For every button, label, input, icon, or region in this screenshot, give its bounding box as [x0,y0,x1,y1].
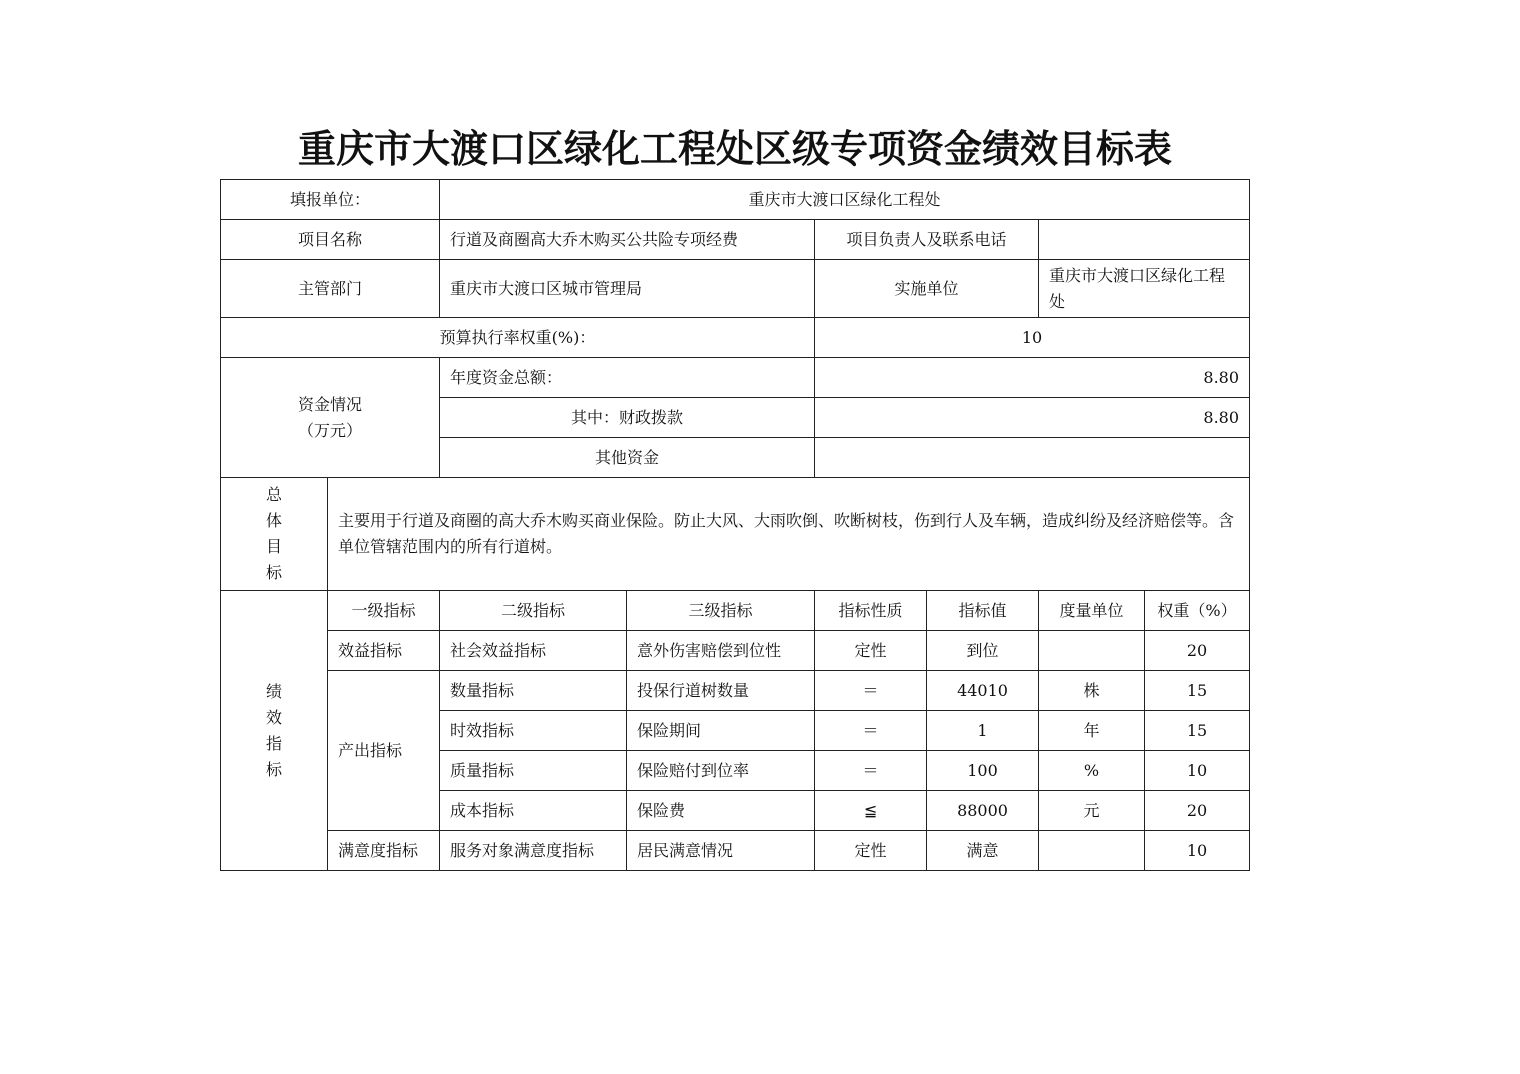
project-name-value: 行道及商圈高大乔木购买公共险专项经费 [440,220,815,260]
goal-label [221,478,328,591]
level1-satisfaction: 满意度指标 [328,831,440,871]
goal-label-char: 标 [265,563,282,582]
indicator-label [221,591,328,871]
page-title: 重庆市大渡口区绿化工程处区级专项资金绩效目标表 [297,127,1172,171]
unit-cell: 元 [1039,791,1145,831]
level3-cell: 意外伤害赔偿到位性 [627,631,815,671]
goal-text: 主要用于行道及商圈的高大乔木购买商业保险。防止大风、大雨吹倒、吹断树枝，伤到行人及车辆，造成纠纷及经济赔偿等。含单位管辖范围内的所有行道树。 [328,478,1250,591]
level2-cell: 服务对象满意度指标 [440,831,627,871]
level2-cell: 质量指标 [440,751,627,791]
level1-output: 产出指标 [328,671,440,831]
impl-value: 重庆市大渡口区绿化工程处 [1039,260,1250,318]
nature-cell: 定性 [815,631,927,671]
unit-cell [1039,631,1145,671]
budget-rate-value: 10 [815,318,1250,358]
weight-cell: 20 [1145,631,1250,671]
indicator-label-char: 绩 [265,681,282,701]
level1-benefit: 效益指标 [328,631,440,671]
table-row [221,671,1250,711]
weight-cell: 15 [1145,671,1250,711]
funds-label-line2: （万元） [298,420,363,440]
column-header: 权重（%） [1145,591,1250,631]
level3-cell: 保险费 [627,791,815,831]
funds-total-value: 8.80 [815,358,1250,398]
nature-cell: ＝ [815,671,927,711]
nature-cell: ＝ [815,711,927,751]
value-cell: 88000 [927,791,1039,831]
table-row [221,831,1250,871]
column-header: 度量单位 [1039,591,1145,631]
level2-cell: 时效指标 [440,711,627,751]
funds-other-label: 其他资金 [440,438,815,478]
funds-fiscal-value: 8.80 [815,398,1250,438]
leader-label: 项目负责人及联系电话 [815,220,1039,260]
goal-label-char: 体 [265,511,282,530]
funds-label-line1: 资金情况 [298,394,363,414]
value-cell: 100 [927,751,1039,791]
nature-cell: 定性 [815,831,927,871]
column-header: 三级指标 [627,591,815,631]
impl-label: 实施单位 [815,260,1039,318]
funds-label [221,358,440,478]
column-header: 指标性质 [815,591,927,631]
value-cell: 1 [927,711,1039,751]
value-cell: 到位 [927,631,1039,671]
table-row [221,631,1250,671]
unit-cell: 年 [1039,711,1145,751]
dept-value: 重庆市大渡口区城市管理局 [440,260,815,318]
level3-cell: 保险赔付到位率 [627,751,815,791]
funds-other-value [815,438,1250,478]
funds-fiscal-label: 其中：财政拨款 [440,398,815,438]
indicator-label-char: 指 [265,733,282,753]
unit-cell [1039,831,1145,871]
weight-cell: 10 [1145,831,1250,871]
funds-total-label: 年度资金总额： [440,358,815,398]
weight-cell: 20 [1145,791,1250,831]
weight-cell: 15 [1145,711,1250,751]
indicator-label-char: 效 [265,707,282,727]
value-cell: 44010 [927,671,1039,711]
column-header: 一级指标 [328,591,440,631]
nature-cell: ＝ [815,751,927,791]
level3-cell: 居民满意情况 [627,831,815,871]
budget-rate-label: 预算执行率权重(%)： [221,318,815,358]
level3-cell: 投保行道树数量 [627,671,815,711]
column-header: 二级指标 [440,591,627,631]
level3-cell: 保险期间 [627,711,815,751]
indicator-label-char: 标 [265,759,282,779]
unit-value: 重庆市大渡口区绿化工程处 [440,180,1250,220]
leader-value [1039,220,1250,260]
level2-cell: 社会效益指标 [440,631,627,671]
project-name-label: 项目名称 [221,220,440,260]
nature-cell: ≦ [815,791,927,831]
level2-cell: 数量指标 [440,671,627,711]
dept-label: 主管部门 [221,260,440,318]
performance-target-table [220,179,1250,871]
weight-cell: 10 [1145,751,1250,791]
unit-cell: 株 [1039,671,1145,711]
value-cell: 满意 [927,831,1039,871]
goal-label-char: 总 [265,485,282,504]
goal-label-char: 目 [265,537,282,556]
level2-cell: 成本指标 [440,791,627,831]
unit-cell: % [1039,751,1145,791]
unit-label: 填报单位： [221,180,440,220]
column-header: 指标值 [927,591,1039,631]
